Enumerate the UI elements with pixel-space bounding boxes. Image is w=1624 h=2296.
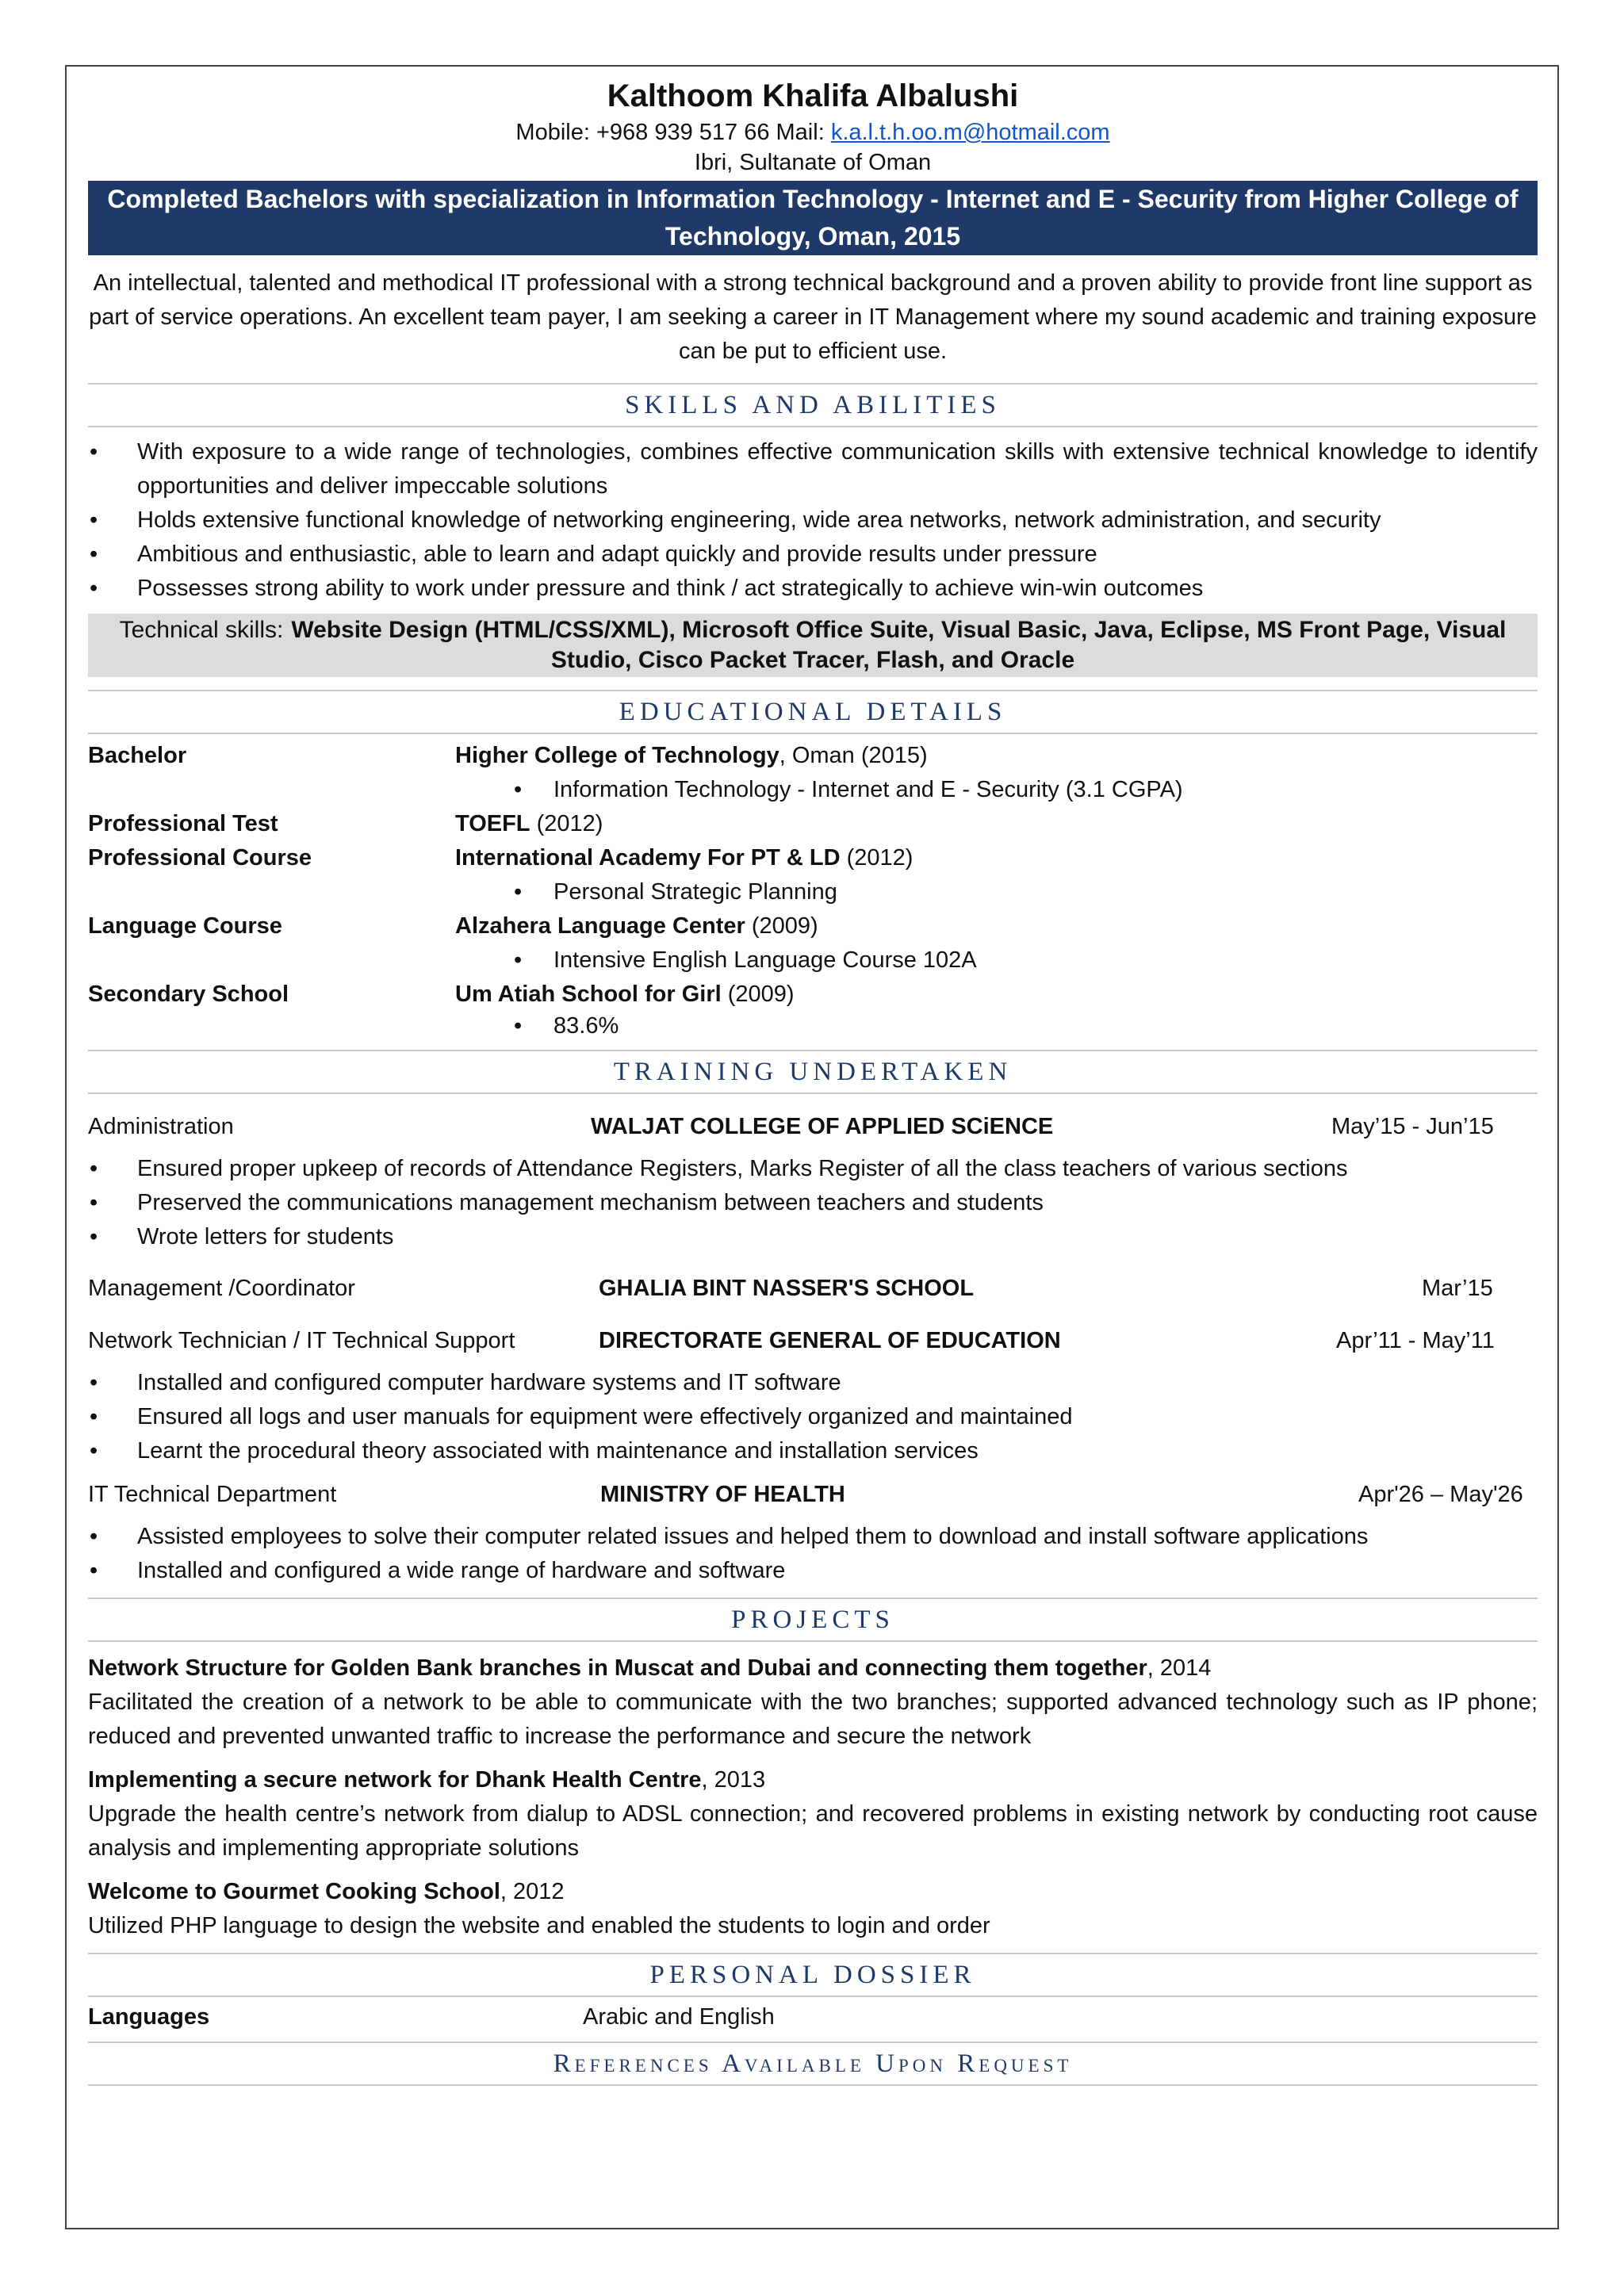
list-item: • Installed and configured computer hardware systems and IT software	[88, 1366, 1538, 1400]
training-organization: MINISTRY OF HEALTH	[600, 1482, 845, 1507]
table-row	[88, 807, 1538, 841]
education-table	[88, 739, 1538, 1040]
edu-institution: Alzahera Language Center	[455, 913, 745, 939]
training-entry-header	[88, 1324, 1538, 1358]
edu-detail: (2009)	[721, 982, 795, 1007]
location: Ibri, Sultanate of Oman	[694, 150, 932, 175]
project-title: Network Structure for Golden Bank branches in Muscat and Dubai and connecting them together	[88, 1655, 1147, 1681]
table-row	[88, 909, 1538, 978]
list-item: • Holds extensive functional knowledge of networking engineering, wide area networks, network administration, and security	[88, 503, 1538, 538]
project-title: Implementing a secure network for Dhank Health Centre	[88, 1767, 702, 1793]
edu-bullet: • Intensive English Language Course 102A	[455, 943, 1538, 978]
project-title-line	[88, 1651, 1538, 1686]
training-organization: DIRECTORATE GENERAL OF EDUCATION	[599, 1328, 1061, 1353]
edu-institution: Higher College of Technology	[455, 743, 779, 768]
dossier-languages-row	[88, 1997, 1538, 2038]
training-organization: GHALIA BINT NASSER'S SCHOOL	[599, 1276, 975, 1301]
edu-label: Professional Course	[88, 845, 312, 871]
training-entry-header	[88, 1272, 1538, 1306]
table-row	[88, 841, 1538, 909]
section-heading-training: TRAINING UNDERTAKEN	[88, 1050, 1538, 1094]
section-heading-dossier: PERSONAL DOSSIER	[88, 1953, 1538, 1997]
section-heading-skills: SKILLS AND ABILITIES	[88, 383, 1538, 427]
edu-detail: (2012)	[840, 845, 914, 871]
list-item: • Ambitious and enthusiastic, able to learn and adapt quickly and provide results under pressure	[88, 538, 1538, 572]
training-bullets	[88, 1520, 1538, 1588]
training-entry-header	[88, 1110, 1538, 1144]
training-bullets	[88, 1366, 1538, 1468]
technical-skills-value: Website Design (HTML/CSS/XML), Microsoft Office Suite, Visual Basic, Java, Eclipse, MS Front Page, Visual Studio, Cisco Packet Tracer, Flash, and Oracle	[291, 617, 1507, 673]
training-date: Mar’15	[1422, 1276, 1493, 1301]
project-description: Utilized PHP language to design the website and enabled the students to login and order	[88, 1913, 990, 1938]
list-item: • With exposure to a wide range of technologies, combines effective communication skills with extensive technical knowledge to identify opportunities and deliver impeccable solutions	[88, 435, 1538, 503]
references-note: References Available Upon Request	[88, 2042, 1538, 2086]
section-heading-education: EDUCATIONAL DETAILS	[88, 690, 1538, 734]
languages-value: Arabic and English	[583, 2004, 775, 2030]
project-year: , 2013	[701, 1767, 766, 1793]
technical-skills	[88, 614, 1538, 677]
training-role: Management /Coordinator	[88, 1276, 355, 1301]
list-item: • Wrote letters for students	[88, 1220, 1538, 1254]
project-year: , 2014	[1147, 1655, 1212, 1681]
mobile-text: Mobile: +968 939 517 66 Mail:	[515, 120, 831, 145]
list-item: • Ensured proper upkeep of records of Attendance Registers, Marks Register of all the class teachers of various sections	[88, 1152, 1538, 1186]
training-role: Administration	[88, 1114, 234, 1139]
degree-banner: Completed Bachelors with specialization in Information Technology - Internet and E - Security from Higher College of Technology, Oman, 2015	[88, 181, 1538, 255]
training-role: Network Technician / IT Technical Support	[88, 1328, 515, 1353]
table-row	[88, 978, 1538, 1040]
list-item: • Ensured all logs and user manuals for equipment were effectively organized and maintained	[88, 1400, 1538, 1434]
project-title-line	[88, 1875, 1538, 1909]
training-bullets	[88, 1152, 1538, 1254]
training-entry-header	[88, 1478, 1538, 1512]
edu-detail: (2009)	[745, 913, 818, 939]
training-date: May’15 - Jun’15	[1331, 1114, 1494, 1139]
edu-bullet: • 83.6%	[455, 1012, 1538, 1040]
languages-label: Languages	[88, 2004, 210, 2030]
list-item: • Installed and configured a wide range of hardware and software	[88, 1554, 1538, 1588]
project-description: Upgrade the health centre’s network from dialup to ADSL connection; and recovered problems in existing network by conducting root cause analysis and implementing appropriate solutions	[88, 1801, 1538, 1861]
edu-institution: International Academy For PT & LD	[455, 845, 841, 871]
skills-list	[88, 435, 1538, 606]
edu-detail: , Oman (2015)	[779, 743, 928, 768]
edu-bullet: • Personal Strategic Planning	[455, 875, 1538, 909]
project-description: Facilitated the creation of a network to be able to communicate with the two branches; supported advanced technology such as IP phone; reduced and prevented unwanted traffic to increase the performance and secure the network	[88, 1689, 1538, 1749]
edu-bullet: • Information Technology - Internet and E - Security (3.1 CGPA)	[455, 773, 1538, 807]
training-date: Apr'26 – May'26	[1358, 1482, 1523, 1507]
edu-label: Bachelor	[88, 743, 187, 768]
contact-line	[88, 117, 1538, 147]
resume	[88, 73, 1538, 2086]
training-date: Apr’11 - May’11	[1336, 1328, 1495, 1353]
table-row	[88, 739, 1538, 807]
technical-skills-label: Technical skills:	[119, 617, 284, 643]
list-item: • Assisted employees to solve their computer related issues and helped them to download and install software applications	[88, 1520, 1538, 1554]
training-role: IT Technical Department	[88, 1482, 337, 1507]
project-title: Welcome to Gourmet Cooking School	[88, 1879, 500, 1904]
edu-label: Professional Test	[88, 811, 278, 836]
email-link[interactable]: k.a.l.t.h.oo.m@hotmail.com	[830, 120, 1110, 145]
list-item: • Preserved the communications management mechanism between teachers and students	[88, 1186, 1538, 1220]
project-year: , 2012	[500, 1879, 565, 1904]
candidate-name: Kalthoom Khalifa Albalushi	[607, 78, 1019, 113]
edu-detail: (2012)	[530, 811, 603, 836]
edu-institution: Um Atiah School for Girl	[455, 982, 722, 1007]
section-heading-projects: PROJECTS	[88, 1598, 1538, 1642]
edu-label: Secondary School	[88, 982, 289, 1007]
edu-label: Language Course	[88, 913, 282, 939]
training-organization: WALJAT COLLEGE OF APPLIED SCiENCE	[591, 1114, 1054, 1139]
edu-institution: TOEFL	[455, 811, 530, 836]
project-title-line	[88, 1763, 1538, 1797]
profile-summary: An intellectual, talented and methodical IT professional with a strong technical background and a proven ability to provide front line support as part of service operations. An excellent team payer, I am seeking a career in IT Management where my sound academic and training exposure can be put to efficient use.	[89, 270, 1537, 364]
list-item: • Learnt the procedural theory associated with maintenance and installation services	[88, 1434, 1538, 1468]
list-item: • Possesses strong ability to work under pressure and think / act strategically to achieve win-win outcomes	[88, 572, 1538, 606]
